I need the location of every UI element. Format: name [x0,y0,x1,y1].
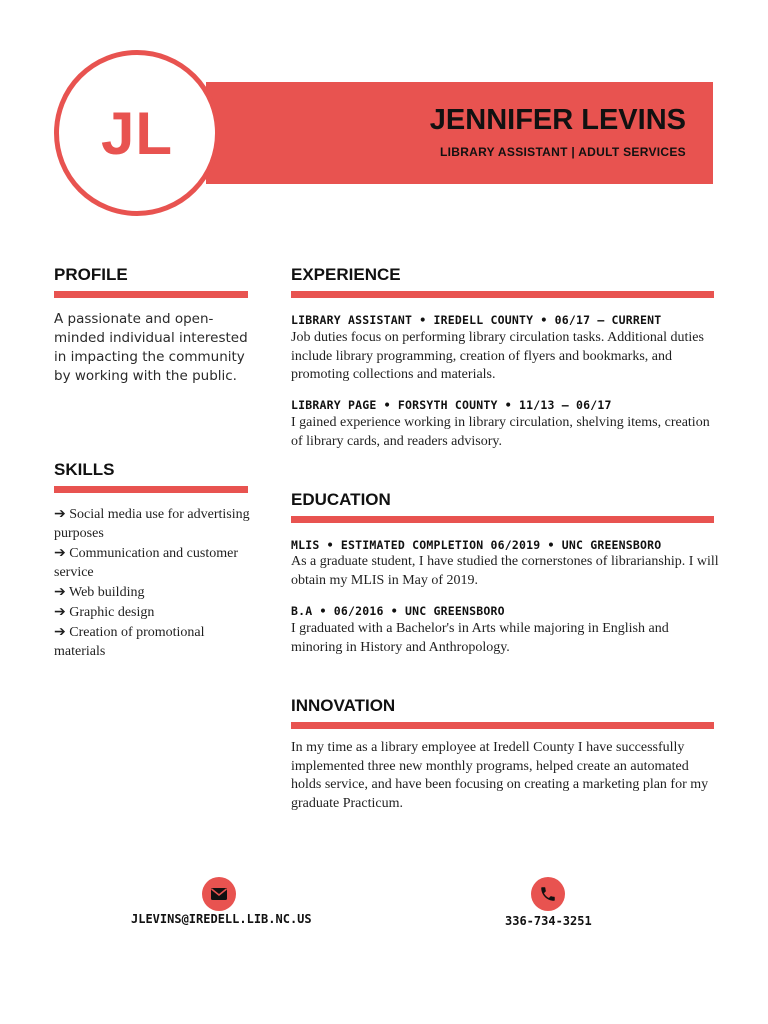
education-entry-title: MLIS • ESTIMATED COMPLETION 06/2019 • UNC GREENSBORO [291,538,662,552]
education-entry-description: I graduated with a Bachelor's in Arts while majoring in English and minoring in History and Anthropology. [291,621,669,655]
experience-heading: EXPERIENCE [291,265,401,284]
skill-item: ➔ Communication and customer service [54,546,238,580]
innovation-text: In my time as a library employee at Iredell County I have successfully implemented three new monthly programs, helped create an automated holds service, and have been focusing on creating a marketing plan for my graduate Practicum. [291,740,709,811]
skill-item: ➔ Social media use for advertising purposes [54,507,250,541]
skills-rule [54,486,248,493]
experience-entry-description: I gained experience working in library circulation, shelving items, creation of library cards, and readers advisory. [291,415,710,449]
profile-text: A passionate and open-minded individual interested in impacting the community by working with the public. [54,311,248,384]
skill-item: ➔ Web building [54,585,145,600]
skills-list [54,505,254,662]
profile-rule [54,291,248,298]
skill-item: ➔ Graphic design [54,605,155,620]
education-heading: EDUCATION [291,490,391,509]
innovation-heading: INNOVATION [291,696,396,715]
experience-rule [291,291,714,298]
person-name: JENNIFER LEVINS [429,104,686,136]
phone-number: 336-734-3251 [505,914,592,928]
job-title: LIBRARY ASSISTANT | ADULT SERVICES [439,145,686,159]
skill-item: ➔ Creation of promotional materials [54,625,205,659]
experience-entry-description: Job duties focus on performing library circulation tasks. Additional duties include library programming, creation of flyers and bookmarks, and promoting collections and materials. [291,330,704,382]
education-rule [291,516,714,523]
email-link[interactable]: JLEVINS@IREDELL.LIB.NC.US [131,912,312,926]
experience-entry-title: LIBRARY PAGE • FORSYTH COUNTY • 11/13 – 06/17 [291,398,612,412]
skills-heading: SKILLS [54,460,115,479]
monogram-badge [54,50,220,216]
education-entry-description: As a graduate student, I have studied the cornerstones of librarianship. I will obtain my MLIS in May of 2019. [291,554,719,588]
envelope-icon [202,877,236,911]
phone-icon [531,877,565,911]
education-entry-title: B.A • 06/2016 • UNC GREENSBORO [291,604,505,618]
profile-heading: PROFILE [54,265,128,284]
monogram-initials: JL [100,99,174,167]
innovation-rule [291,722,714,729]
experience-entry-title: LIBRARY ASSISTANT • IREDELL COUNTY • 06/17 – CURRENT [291,313,662,327]
